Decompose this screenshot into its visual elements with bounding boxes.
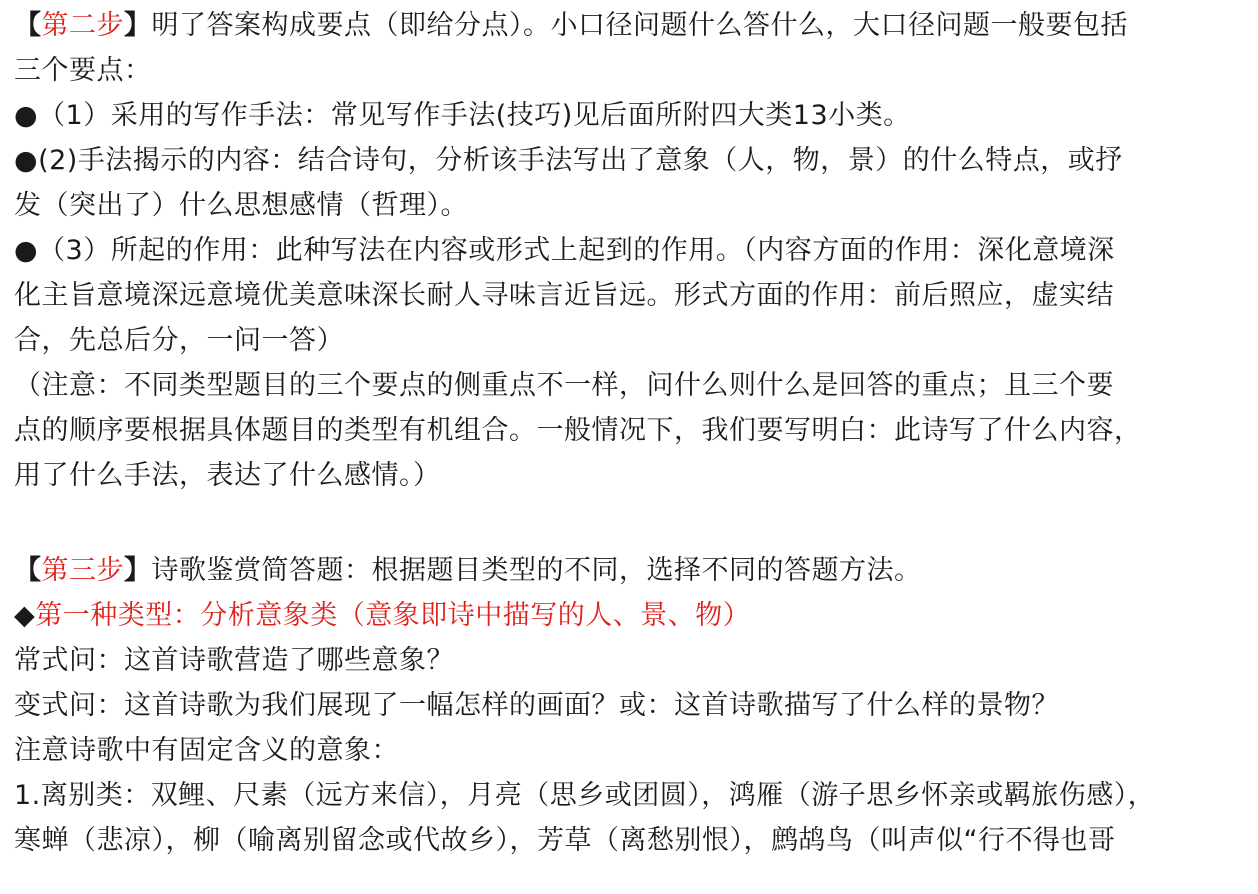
farewell-category-line-2: 寒蝉（悲凉），柳（喻离别留念或代故乡），芳草（离愁别恨），鹧鸪鸟（叫声似“行不得也哥 — [14, 825, 1116, 856]
step2-bracket-open: 【 — [14, 10, 42, 41]
bullet-dot-icon: ● — [14, 145, 39, 176]
bullet-dot-icon: ● — [14, 100, 39, 131]
farewell-category-line-1: 1.离别类：双鲤、尺素（远方来信），月亮（思乡或团圆），鸿雁（游子思乡怀亲或羁旅伤感）， — [14, 780, 1156, 811]
note-line-2: 点的顺序要根据具体题目的类型有机组合。一般情况下，我们要写明白：此诗写了什么内容， — [14, 415, 1142, 446]
step3-heading-line — [14, 553, 1250, 589]
point-2-line-2: 发（突出了）什么思想感情（哲理）。 — [14, 190, 468, 221]
step3-bracket-open: 【 — [14, 555, 42, 586]
step3-label: 第三步 — [41, 555, 124, 586]
variant-question: 变式问：这首诗歌为我们展现了一幅怎样的画面？或：这首诗歌描写了什么样的景物？ — [14, 690, 1059, 721]
step2-label: 第二步 — [41, 10, 124, 41]
imagery-note: 注意诗歌中有固定含义的意象： — [14, 735, 399, 766]
step2-bracket-close: 】 — [124, 10, 152, 41]
point-3-line-3: 合，先总后分，一问一答） — [14, 325, 344, 356]
bullet-dot-icon: ● — [14, 235, 39, 266]
step3-intro-text: 诗歌鉴赏简答题：根据题目类型的不同，选择不同的答题方法。 — [151, 555, 922, 586]
point-3-line-2: 化主旨意境深远意境优美意味深长耐人寻味言近旨远。形式方面的作用：前后照应，虚实结 — [14, 280, 1114, 311]
point-1-line-1: ●（1）采用的写作手法：常见写作手法(技巧)见后面所附四大类13小类。 — [14, 100, 911, 131]
step3-bracket-close: 】 — [124, 555, 152, 586]
note-line-3: 用了什么手法，表达了什么感情。） — [14, 460, 441, 491]
type1-title: 第一种类型：分析意象类（意象即诗中描写的人、景、物） — [35, 600, 751, 631]
point-3-line-1: ●（3）所起的作用：此种写法在内容或形式上起到的作用。（内容方面的作用：深化意境深 — [14, 235, 1115, 266]
step2-heading-line — [14, 8, 1250, 44]
point-2-line-1: ●(2)手法揭示的内容：结合诗句，分析该手法写出了意象（人，物，景）的什么特点，或抒 — [14, 145, 1123, 176]
note-line-1: （注意：不同类型题目的三个要点的侧重点不一样，问什么则什么是回答的重点；且三个要 — [14, 370, 1114, 401]
step2-intro-text: 明了答案构成要点（即给分点）。小口径问题什么答什么，大口径问题一般要包括 — [151, 10, 1128, 41]
type1-title-line — [14, 598, 1250, 634]
step2-intro-cont: 三个要点： — [14, 55, 152, 86]
regular-question: 常式问：这首诗歌营造了哪些意象？ — [14, 645, 454, 676]
diamond-bullet-icon: ◆ — [14, 600, 36, 631]
